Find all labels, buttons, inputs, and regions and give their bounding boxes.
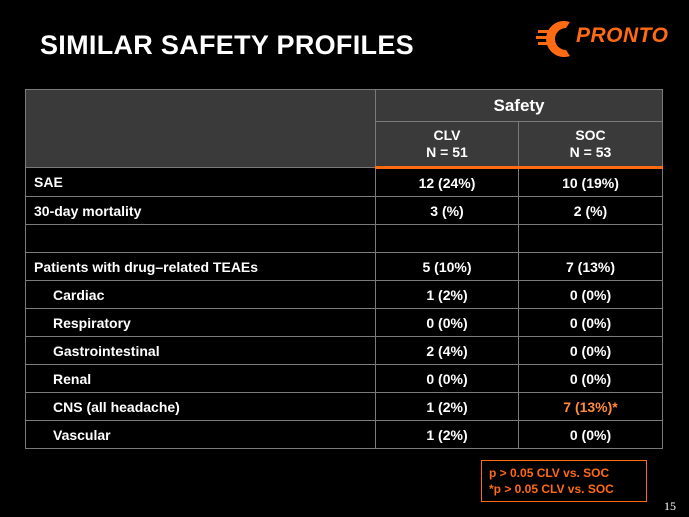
row-label: Respiratory (26, 309, 376, 337)
slide-title: SIMILAR SAFETY PROFILES (40, 30, 414, 60)
clv-label: CLV (433, 127, 461, 143)
row-label: SAE (26, 168, 376, 197)
table-row (26, 253, 663, 281)
soc-value: 10 (19%) (519, 168, 663, 197)
soc-value: 0 (0%) (519, 281, 663, 309)
clv-value: 1 (2%) (376, 393, 519, 421)
table-row (26, 281, 663, 309)
clv-value: 1 (2%) (376, 281, 519, 309)
soc-value: 2 (%) (519, 197, 663, 225)
clv-value: 5 (10%) (376, 253, 519, 281)
clv-value: 1 (2%) (376, 421, 519, 449)
table-row (26, 421, 663, 449)
row-label: Gastrointestinal (26, 337, 376, 365)
table-row (26, 197, 663, 225)
safety-table (25, 89, 663, 449)
page-number: 15 (664, 499, 676, 513)
table-row (26, 365, 663, 393)
footnote-line-2: *p > 0.05 CLV vs. SOC (489, 482, 614, 496)
table-row (26, 168, 663, 197)
table-row (26, 393, 663, 421)
clv-column-header (376, 122, 519, 168)
clv-n: N = 51 (426, 144, 468, 160)
safety-group-header: Safety (376, 90, 663, 122)
soc-value-highlighted: 7 (13%)* (519, 393, 663, 421)
soc-value (519, 225, 663, 253)
row-label: Renal (26, 365, 376, 393)
row-label (26, 225, 376, 253)
soc-value: 0 (0%) (519, 421, 663, 449)
table-row (26, 309, 663, 337)
header-blank-cell (26, 90, 376, 168)
clv-value: 3 (%) (376, 197, 519, 225)
logo-wordmark: PRONTO (576, 24, 669, 47)
pronto-logo (536, 14, 676, 64)
row-label: CNS (all headache) (26, 393, 376, 421)
clv-value: 2 (4%) (376, 337, 519, 365)
row-label: 30-day mortality (26, 197, 376, 225)
row-label: Cardiac (26, 281, 376, 309)
table-row (26, 337, 663, 365)
soc-value: 0 (0%) (519, 365, 663, 393)
clv-value: 0 (0%) (376, 309, 519, 337)
row-label: Patients with drug–related TEAEs (26, 253, 376, 281)
soc-label: SOC (575, 127, 606, 143)
footnote-box (481, 460, 647, 502)
soc-value: 0 (0%) (519, 309, 663, 337)
row-label: Vascular (26, 421, 376, 449)
clv-value: 12 (24%) (376, 168, 519, 197)
soc-n: N = 53 (569, 144, 612, 160)
clv-value: 0 (0%) (376, 365, 519, 393)
soc-value: 0 (0%) (519, 337, 663, 365)
footnote-line-1: p > 0.05 CLV vs. SOC (489, 466, 610, 480)
table-row (26, 225, 663, 253)
clv-value (376, 225, 519, 253)
soc-value: 7 (13%) (519, 253, 663, 281)
soc-column-header (519, 122, 663, 168)
